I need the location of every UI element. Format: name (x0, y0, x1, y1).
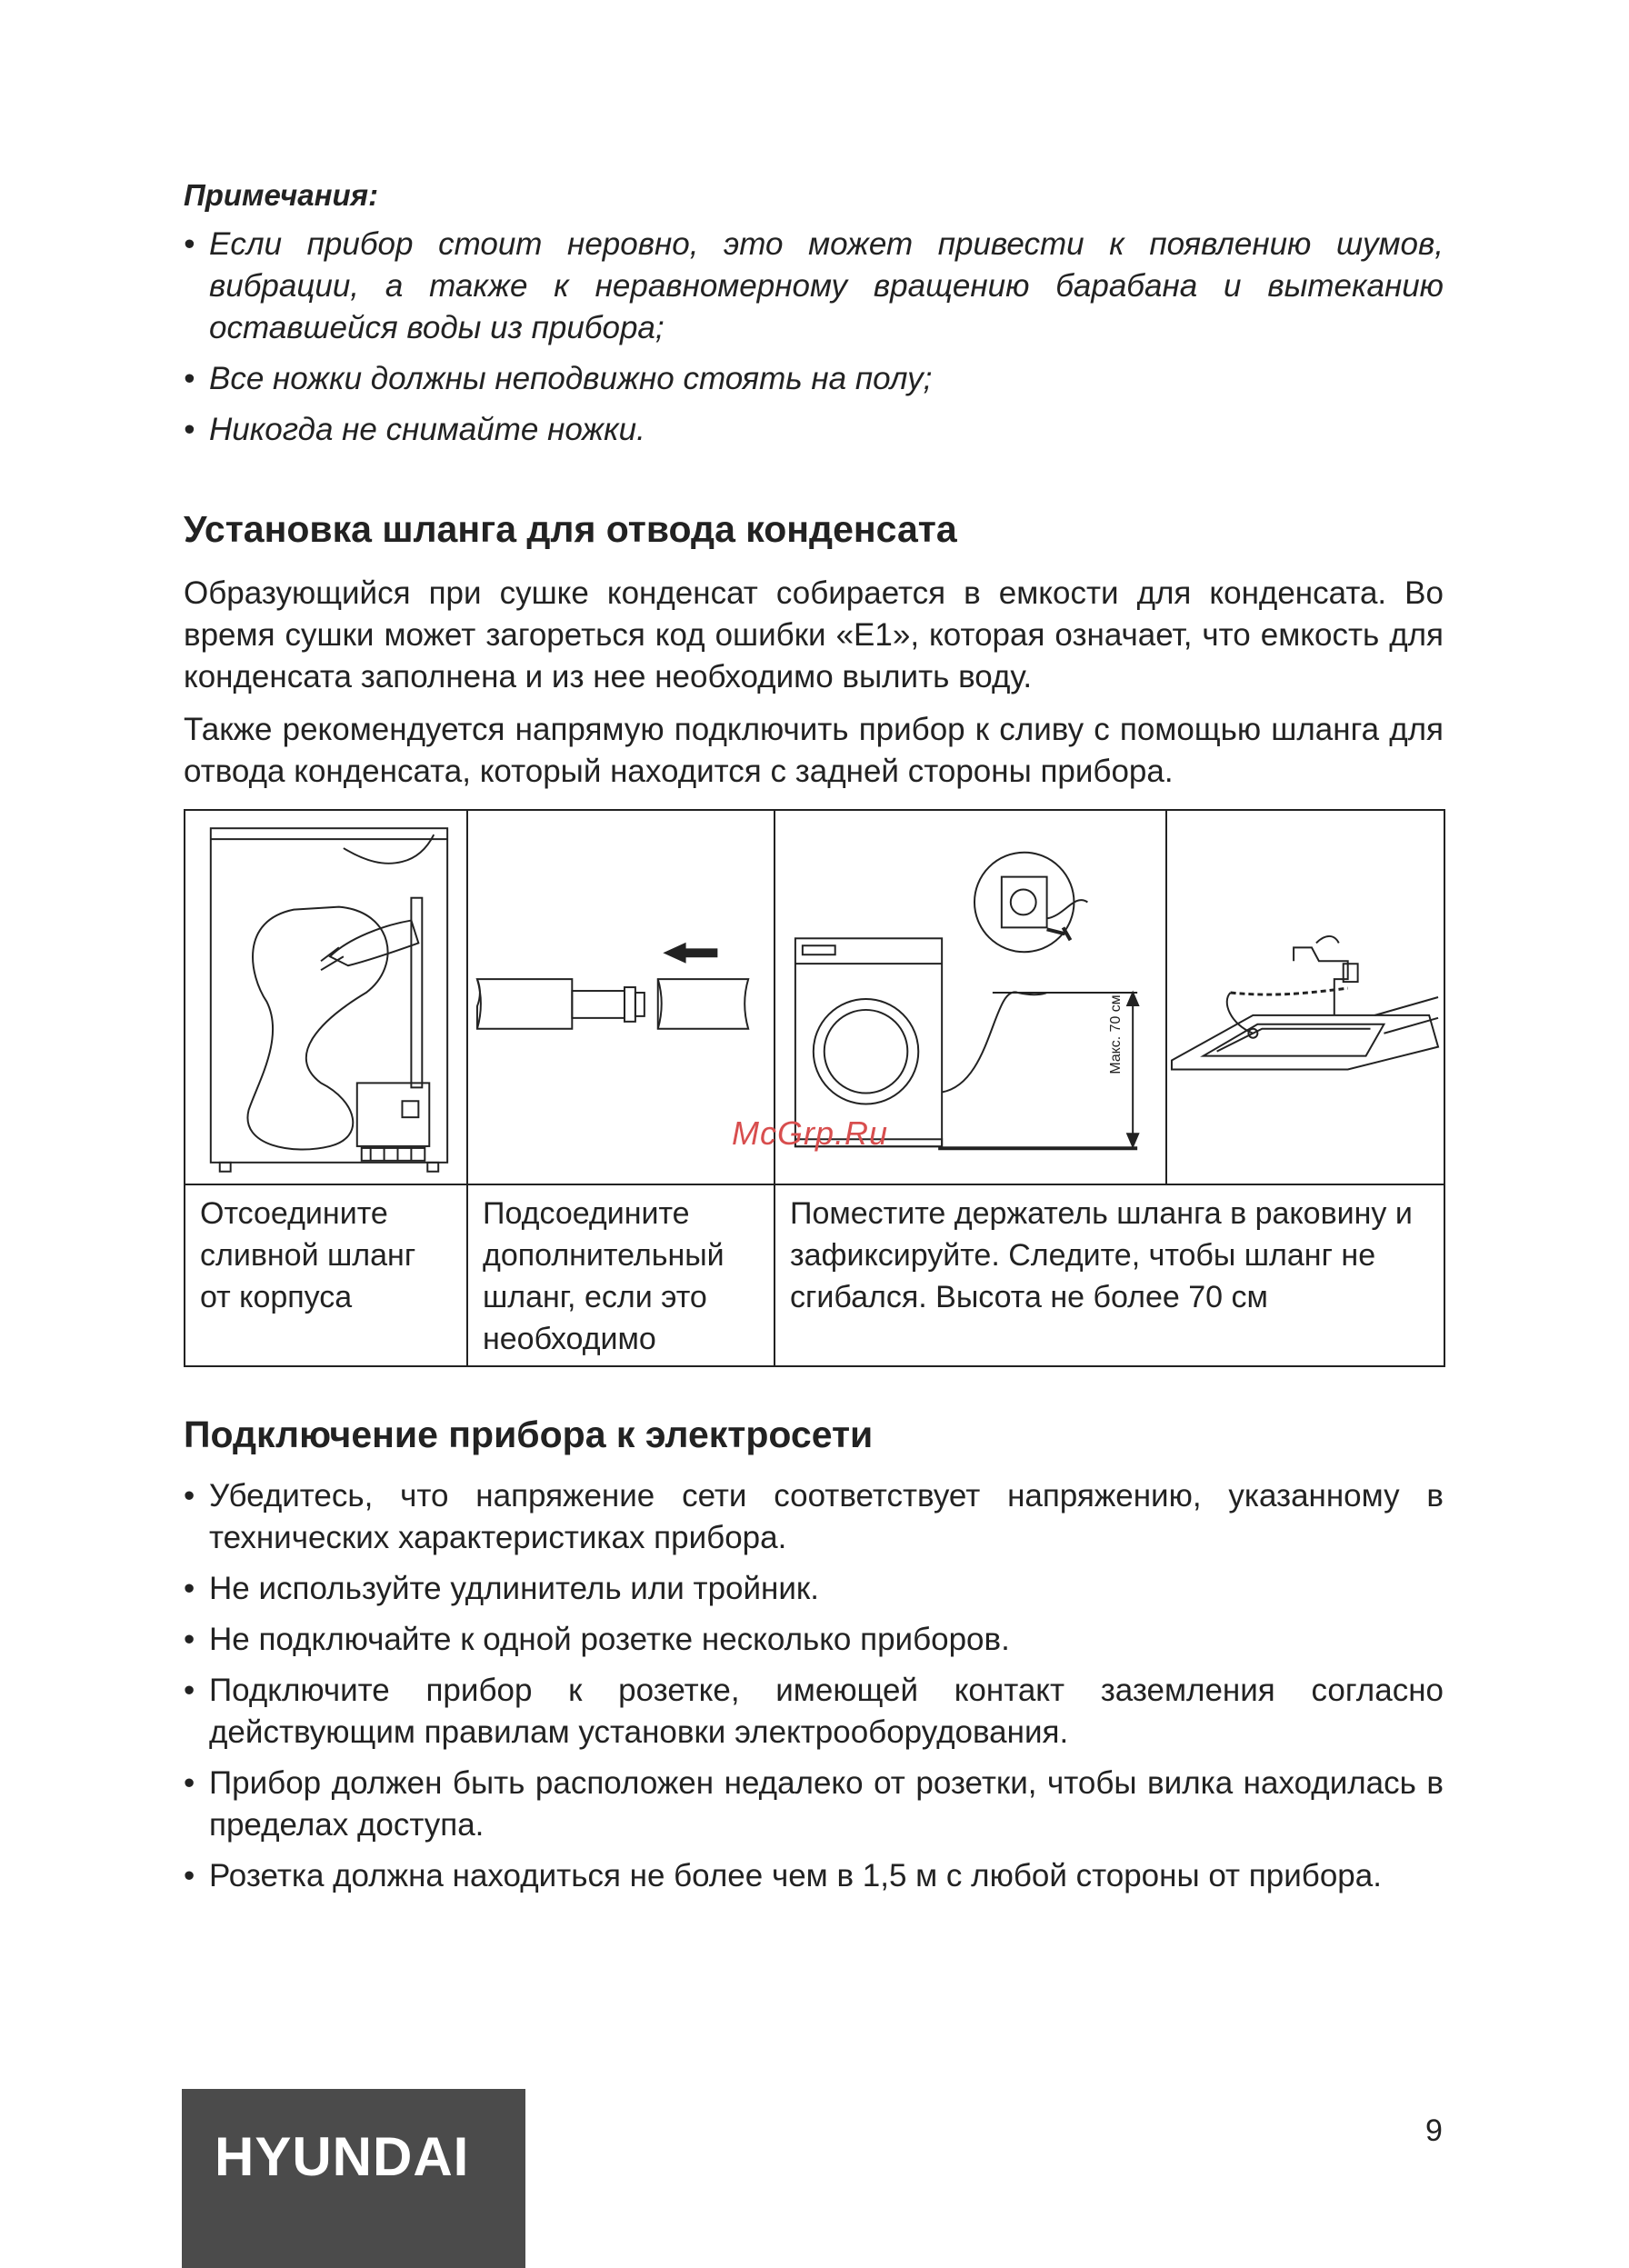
list-item: • Прибор должен быть расположен недалеко от розетки, чтобы вилка находилась в пределах доступа. (184, 1763, 1444, 1846)
list-item: • Все ножки должны неподвижно стоять на полу; (184, 358, 1444, 400)
notes-title: Примечания: (184, 178, 379, 212)
paragraph: Образующийся при сушке конденсат собирается в емкости для конденсата. Во время сушки может загореться код ошибки «E1», которая означает, что емкость для конденсата заполнена и из нее необходимо вылить воду. (184, 575, 1444, 694)
paragraph: Также рекомендуется напрямую подключить прибор к сливу с помощью шланга для отвода конденсата, который находится с задней стороны прибора. (184, 712, 1444, 789)
figure-caption: Поместите держатель шланга в раковину и зафиксируйте. Следите, чтобы шланг не сгибался. Высота не более 70 см (775, 1184, 1444, 1366)
list-item: • Розетка должна находиться не более чем в 1,5 м с любой стороны от прибора. (184, 1855, 1444, 1897)
electric-list (184, 1475, 1444, 1906)
list-item: • Если прибор стоит неровно, это может привести к появлению шумов, вибрации, а также к неравномерному вращению барабана и вытеканию оставшейся воды из прибора; (184, 224, 1444, 349)
faucet-sink-illustration (1166, 810, 1444, 1184)
list-item: • Не подключайте к одной розетке несколько приборов. (184, 1619, 1444, 1661)
figure-caption: Подсоедините дополнительный шланг, если это необходимо (467, 1184, 775, 1366)
electric-heading: Подключение прибора к электросети (184, 1414, 874, 1455)
height-label: Макс. 70 см (1108, 994, 1124, 1074)
page-number: 9 (1425, 2113, 1443, 2148)
extension-hose-illustration (467, 810, 775, 1184)
notes-list (184, 224, 1444, 460)
condensate-text (184, 573, 1444, 804)
condensate-heading: Установка шланга для отвода конденсата (184, 508, 957, 550)
list-item: • Никогда не снимайте ножки. (184, 409, 1444, 451)
dryer-back-illustration (185, 810, 467, 1184)
watermark: McGrp.Ru (732, 1114, 889, 1152)
brand-logo (182, 2089, 525, 2268)
hose-installation-figure (184, 809, 1445, 1367)
brand-name: HYUNDAI (215, 2126, 470, 2187)
list-item: • Убедитесь, что напряжение сети соответствует напряжению, указанному в технических характеристиках прибора. (184, 1475, 1444, 1559)
list-item: • Не используйте удлинитель или тройник. (184, 1568, 1444, 1610)
list-item: • Подключите прибор к розетке, имеющей контакт заземления согласно действующим правилам установки электрооборудования. (184, 1670, 1444, 1753)
figure-caption: Отсоедините сливной шланг от корпуса (185, 1184, 467, 1366)
